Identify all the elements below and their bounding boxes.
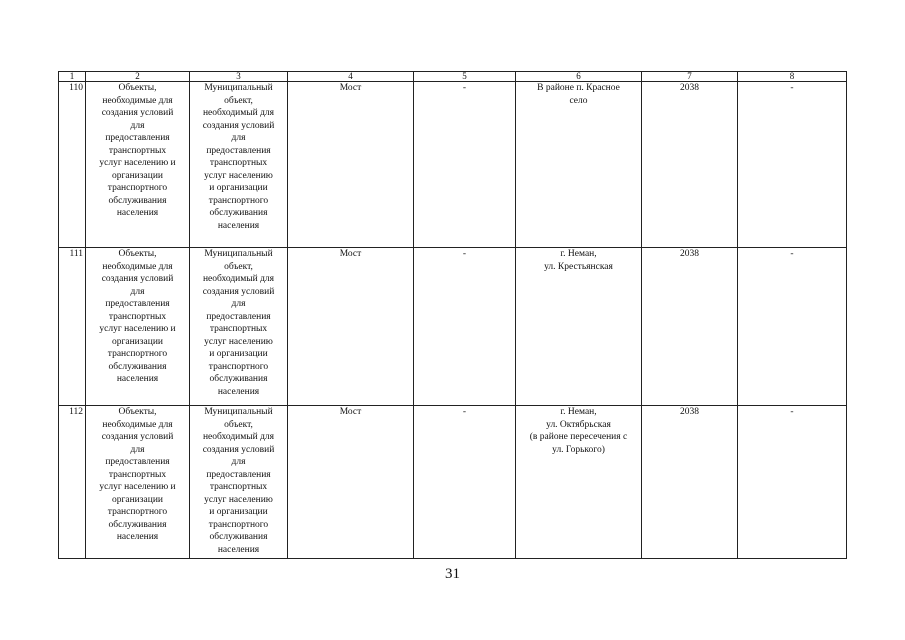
object-year: 2038 [642, 248, 738, 406]
objects-table [58, 71, 847, 559]
table-row [59, 82, 847, 248]
row-number: 111 [59, 248, 86, 406]
object-purpose: Объекты, необходимые для создания условий для предоставления транспортных услуг населению и организации транспортного обслуживания населения [86, 248, 190, 406]
page-number: 31 [445, 566, 460, 582]
column-5-value: - [414, 248, 516, 406]
object-type: Муниципальный объект, необходимый для создания условий для предоставления транспортных услуг населению и организации транспортного обслуживания населения [190, 248, 288, 406]
table-row [59, 248, 847, 406]
column-5-value: - [414, 82, 516, 248]
object-purpose: Объекты, необходимые для создания условий для предоставления транспортных услуг населению и организации транспортного обслуживания населения [86, 406, 190, 559]
object-type: Муниципальный объект, необходимый для создания условий для предоставления транспортных услуг населению и организации транспортного обслуживания населения [190, 406, 288, 559]
row-number: 112 [59, 406, 86, 559]
object-purpose: Объекты, необходимые для создания условий для предоставления транспортных услуг населению и организации транспортного обслуживания населения [86, 82, 190, 248]
object-year: 2038 [642, 82, 738, 248]
object-name: Мост [288, 82, 414, 248]
table-row [59, 406, 847, 559]
header-cell: 4 [288, 72, 414, 82]
column-number-header-row [59, 72, 847, 82]
header-cell: 8 [738, 72, 847, 82]
row-number: 110 [59, 82, 86, 248]
object-location: В районе п. Красное село [516, 82, 642, 248]
header-cell: 3 [190, 72, 288, 82]
header-cell: 1 [59, 72, 86, 82]
object-location: г. Неман, ул. Октябрьская (в районе пересечения с ул. Горького) [516, 406, 642, 559]
header-cell: 5 [414, 72, 516, 82]
object-year: 2038 [642, 406, 738, 559]
header-cell: 6 [516, 72, 642, 82]
object-name: Мост [288, 248, 414, 406]
object-location: г. Неман, ул. Крестьянская [516, 248, 642, 406]
header-cell: 7 [642, 72, 738, 82]
object-type: Муниципальный объект, необходимый для создания условий для предоставления транспортных услуг населению и организации транспортного обслуживания населения [190, 82, 288, 248]
column-8-value: - [738, 406, 847, 559]
header-cell: 2 [86, 72, 190, 82]
column-8-value: - [738, 248, 847, 406]
object-name: Мост [288, 406, 414, 559]
column-5-value: - [414, 406, 516, 559]
column-8-value: - [738, 82, 847, 248]
